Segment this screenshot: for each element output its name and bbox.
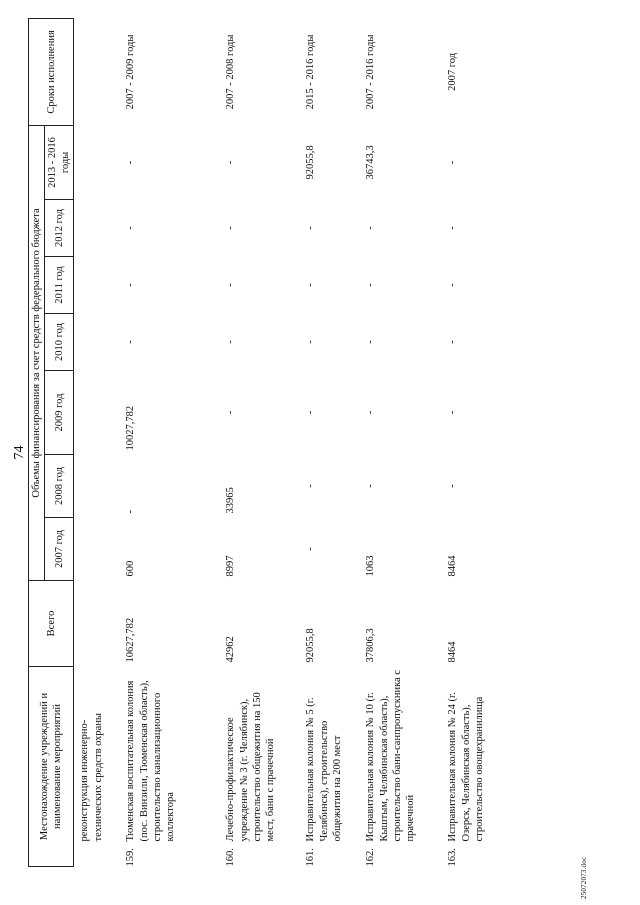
row-value: 10027,782 (125, 405, 137, 451)
header-year: 2013 - 2016 годы (45, 125, 74, 199)
header-term: Сроки исполнения (29, 18, 74, 125)
row-term: 2007 - 2008 годы (225, 34, 237, 110)
row-value (74, 371, 123, 455)
row-value: - (305, 340, 317, 344)
header-location: Местонахождение учреждений и наименование мероприятий (29, 667, 74, 867)
row-total: 10627,782 (125, 617, 137, 663)
row-value: - (305, 283, 317, 287)
row-number: 159. (125, 848, 137, 867)
row-value: - (447, 283, 459, 287)
row-value: 8997 (225, 555, 237, 577)
header-year: 2011 год (45, 257, 74, 314)
header-year: 2007 год (45, 518, 74, 581)
row-name: Исправительная колония № 10 (г. Кыштым, Челябинская область), строительство бани-санпропускника с прачечной (365, 670, 416, 842)
row-value: - (125, 226, 137, 230)
row-value: - (125, 283, 137, 287)
row-name: Исправительная колония № 24 (г. Озерск, Челябинская область), строительство овощехранилища (447, 692, 485, 842)
table-row (222, 18, 302, 866)
header-year: 2012 год (45, 200, 74, 257)
row-value (74, 125, 123, 199)
row-name: Лечебно-профилактическое учреждение № 3 (г. Челябинск), строительство общежития на 150 мест, бани с прачечной (225, 692, 276, 842)
row-name: Тюменская воспитательная колония (пос. Винзили, Тюменская область), строительство канализационного коллектора (125, 680, 176, 842)
table-body (74, 18, 495, 866)
row-number: 162. (365, 848, 377, 867)
row-value: - (225, 283, 237, 287)
row-term: 2007 - 2016 годы (365, 34, 377, 110)
row-value: - (305, 226, 317, 230)
row-value: 600 (125, 560, 137, 577)
row-value: 92055,8 (305, 145, 317, 180)
header-year: 2010 год (45, 314, 74, 371)
row-value: - (365, 484, 377, 488)
row-value: - (447, 410, 459, 415)
header-total: Всего (29, 581, 74, 667)
row-value: - (305, 484, 317, 488)
table-row (122, 18, 222, 866)
row-value: - (365, 340, 377, 344)
row-value: - (225, 410, 237, 415)
row-value: - (125, 340, 137, 344)
row-number: 161. (305, 848, 317, 867)
header-year: 2008 год (45, 455, 74, 518)
row-value: - (225, 226, 237, 230)
row-value: 33965 (225, 487, 237, 514)
header-federal: Объемы финансирования за счет средств федерального бюджета (29, 125, 45, 580)
row-value: - (225, 340, 237, 344)
row-value: - (365, 410, 377, 415)
row-value: 8464 (447, 555, 459, 577)
row-value: 1063 (365, 555, 377, 577)
row-value: - (447, 340, 459, 344)
table-header (29, 18, 74, 866)
row-term: 2007 год (447, 52, 459, 91)
row-value (74, 518, 123, 581)
header-year: 2009 год (45, 371, 74, 455)
row-value: - (125, 160, 137, 165)
row-value: - (305, 410, 317, 415)
table-row (302, 18, 362, 866)
row-value (74, 257, 123, 314)
table-row (74, 18, 123, 866)
row-total: 92055,8 (305, 628, 317, 663)
row-total: 37806,3 (365, 628, 377, 663)
row-number: 160. (225, 848, 237, 867)
row-total: 42962 (225, 636, 237, 663)
row-value: - (447, 160, 459, 165)
row-term (74, 18, 123, 125)
table-row (444, 18, 494, 866)
row-term: 2007 - 2009 годы (125, 34, 137, 110)
row-value: - (125, 510, 137, 514)
row-value: - (365, 283, 377, 287)
row-number (74, 845, 123, 867)
row-value (74, 455, 123, 518)
row-value: - (225, 160, 237, 165)
row-value: - (447, 226, 459, 230)
row-value: - (305, 547, 317, 551)
row-name: реконструкция инженерно-технических средств охраны (79, 713, 104, 842)
row-value (74, 314, 123, 371)
table-row (362, 18, 444, 866)
row-value: 36743,3 (365, 145, 377, 180)
row-name: Исправительная колония № 5 (г. Челябинск), строительство общежития на 200 мест (305, 697, 343, 842)
row-term: 2015 - 2016 годы (305, 34, 317, 110)
financing-table (28, 18, 494, 867)
row-value: - (447, 484, 459, 488)
row-total: 8464 (447, 641, 459, 663)
page-number: 74 (12, 445, 27, 460)
row-total (74, 581, 123, 667)
row-value (74, 200, 123, 257)
document-id: 25072073.doc (580, 856, 588, 899)
row-number: 163. (447, 848, 459, 867)
row-value: - (365, 226, 377, 230)
